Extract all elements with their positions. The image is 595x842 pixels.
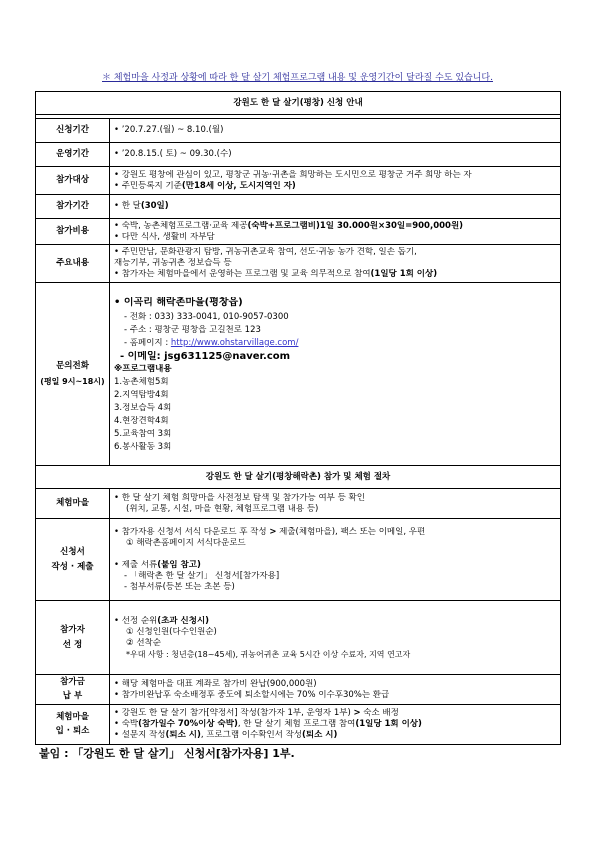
target-value bbox=[110, 167, 561, 195]
payment-line-1: • 해당 체험마을 대표 계좌로 참가비 완납(900,000원) bbox=[114, 678, 317, 689]
payment-line-2: • 참가비완납후 숙소배정후 중도에 퇴소할시에는 70% 이수후30%는 환급 bbox=[114, 689, 390, 700]
application-line-3: • 제출 서류(붙임 참고) bbox=[114, 559, 201, 570]
checkin-line-2: • 숙박(참가일수 70%이상 숙박), 한 달 살기 체험 프로그램 참여(1일당 1회 이상) bbox=[114, 719, 422, 729]
apply-period-label: 신청기간 bbox=[36, 119, 110, 143]
apply-period-row bbox=[36, 119, 561, 143]
target-line-1: • 강원도 평창에 관심이 있고, 평창군 귀농·귀촌을 희망하는 도시민으로 평창군 거주 희망 하는 자 bbox=[114, 169, 472, 180]
table-title-2: 강원도 한 달 살기(평창해락촌) 참가 및 체험 절차 bbox=[36, 466, 561, 489]
selection-line-3: ② 선착순 bbox=[126, 637, 161, 648]
checkin-line-3: • 설문지 작성(퇴소 시), 프로그램 이수확인서 작성(퇴소 시) bbox=[114, 730, 338, 740]
table-title-1: 강원도 한 달 살기(평창) 신청 안내 bbox=[36, 92, 561, 115]
checkin-label-1: 체험마을 bbox=[56, 712, 89, 722]
cost-value bbox=[110, 219, 561, 245]
cost-line-1: • 숙박, 농촌체험프로그램·교육 제공(숙박+프로그램비)1일 30.000원×30일=900,000원) bbox=[114, 220, 464, 231]
duration-label: 참가기간 bbox=[36, 195, 110, 219]
content-label: 주요내용 bbox=[36, 245, 110, 283]
village-label: 체험마을 bbox=[36, 489, 110, 519]
contact-value bbox=[110, 283, 561, 466]
run-period-value: • ’20.8.15.( 토) ~ 09.30.(수) bbox=[110, 143, 561, 167]
payment-label-1: 참가금 bbox=[60, 677, 85, 687]
program-item: 5.교육참여 3회 bbox=[114, 429, 172, 439]
contact-label-cell bbox=[36, 283, 110, 466]
village-line-2: (위치, 교통, 시설, 마을 현황, 체험프로그램 내용 등) bbox=[126, 503, 319, 514]
content-value bbox=[110, 245, 561, 283]
application-label-2: 작성 · 제출 bbox=[51, 561, 94, 572]
content-line-1: • 주민만남, 문화관광지 탐방, 귀농귀촌교육 참여, 선도·귀농 농가 견학, 일손 돕기, bbox=[114, 247, 417, 257]
application-value bbox=[110, 519, 561, 601]
program-header: ※프로그램내용 bbox=[114, 364, 172, 374]
program-item: 6.봉사활동 3회 bbox=[114, 442, 172, 452]
run-period-row bbox=[36, 143, 561, 167]
content-line-3: • 참가자는 체험마을에서 운영하는 프로그램 및 교육 의무적으로 참여(1일당 1회 이상) bbox=[114, 269, 438, 279]
guide-table bbox=[35, 91, 561, 745]
payment-value bbox=[110, 675, 561, 705]
application-line-4: - 「해락촌 한 달 살기」 신청서[참가자용] bbox=[124, 570, 280, 581]
program-item: 3.정보습득 4회 bbox=[114, 403, 172, 413]
run-period-label: 운영기간 bbox=[36, 143, 110, 167]
payment-row bbox=[36, 675, 561, 705]
village-line-1: • 한 달 살기 체험 희망마을 사전정보 탐색 및 참가가능 여부 등 확인 bbox=[114, 492, 365, 503]
contact-row bbox=[36, 283, 561, 466]
selection-row bbox=[36, 601, 561, 675]
program-item: 2.지역탐방4회 bbox=[114, 390, 169, 400]
target-row bbox=[36, 167, 561, 195]
application-label-cell bbox=[36, 519, 110, 601]
duration-value: • 한 달(30일) bbox=[110, 195, 561, 219]
selection-label-2: 선 정 bbox=[62, 639, 83, 650]
cost-line-2: • 다만 식사, 생활비 자부담 bbox=[114, 231, 215, 242]
application-line-1: • 참가자용 신청서 서식 다운로드 후 작성 > 제출(체험마을), 팩스 또는 이메일, 우편 bbox=[114, 526, 426, 537]
cost-label: 참가비용 bbox=[36, 219, 110, 245]
village-value bbox=[110, 489, 561, 519]
application-label-1: 신청서 bbox=[60, 546, 85, 557]
target-label: 참가대상 bbox=[36, 167, 110, 195]
application-line-2: ① 해락촌홈페이지 서식다운로드 bbox=[126, 537, 246, 548]
homepage-link[interactable]: http://www.ohstarvillage.com/ bbox=[170, 338, 299, 348]
selection-line-2: ① 신청인원(다수인원순) bbox=[126, 626, 217, 637]
application-row bbox=[36, 519, 561, 601]
content-row bbox=[36, 245, 561, 283]
village-row bbox=[36, 489, 561, 519]
program-item: 4.현장견학4회 bbox=[114, 416, 169, 426]
duration-row bbox=[36, 195, 561, 219]
apply-period-value: • ’20.7.27.(월) ~ 8.10.(월) bbox=[110, 119, 561, 143]
contact-email: - 이메일: jsg631125@naver.com bbox=[120, 351, 291, 362]
checkin-label-cell bbox=[36, 705, 110, 745]
content-line-2: 재능기부, 귀농귀촌 정보습득 등 bbox=[114, 258, 232, 268]
contact-phone: - 전화 : 033) 333-0041, 010-9057-0300 bbox=[124, 312, 289, 322]
payment-label-cell bbox=[36, 675, 110, 705]
contact-label: 문의전화 bbox=[56, 361, 89, 371]
title-row-2 bbox=[36, 466, 561, 489]
checkin-label-2: 입 · 퇴소 bbox=[55, 726, 90, 736]
payment-label-2: 납 부 bbox=[62, 691, 83, 701]
cost-row bbox=[36, 219, 561, 245]
application-line-5: - 첨부서류(등본 또는 초본 등) bbox=[124, 581, 235, 592]
attachment-note: 붙임 : 「강원도 한 달 살기」 신청서[참가자용] 1부. bbox=[39, 747, 295, 760]
notice-text: ＊ 체험마을 사정과 상황에 따라 한 달 살기 체험프로그램 내용 및 운영기간이 달라질 수도 있습니다. bbox=[102, 73, 493, 83]
program-item: 1.농촌체험5회 bbox=[114, 377, 169, 387]
contact-address: - 주소 : 평창군 평창읍 고길천로 123 bbox=[124, 325, 261, 335]
selection-line-1: • 선정 순위(초과 신청시) bbox=[114, 615, 210, 626]
title-row-1 bbox=[36, 92, 561, 115]
contact-homepage: - 홈페이지 : http://www.ohstarvillage.com/ bbox=[124, 338, 299, 348]
village-name: • 이곡리 해락촌마을(평창읍) bbox=[114, 297, 243, 308]
checkin-value bbox=[110, 705, 561, 745]
selection-label-cell bbox=[36, 601, 110, 675]
checkin-line-1: • 강원도 한 달 살기 참가[약정서] 작성(참가자 1부, 운영자 1부) > 숙소 배정 bbox=[114, 708, 399, 718]
selection-label-1: 참가자 bbox=[60, 624, 85, 635]
contact-hours: (평일 9시~18시) bbox=[40, 377, 105, 386]
selection-line-4: *우대 사항 : 청년층(18~45세), 귀농어귀촌 교육 5시간 이상 수료자, 지역 연고자 bbox=[126, 649, 411, 659]
checkin-row bbox=[36, 705, 561, 745]
selection-value bbox=[110, 601, 561, 675]
target-line-2: • 주민등록지 기준(만18세 이상, 도시지역인 자) bbox=[114, 180, 296, 191]
